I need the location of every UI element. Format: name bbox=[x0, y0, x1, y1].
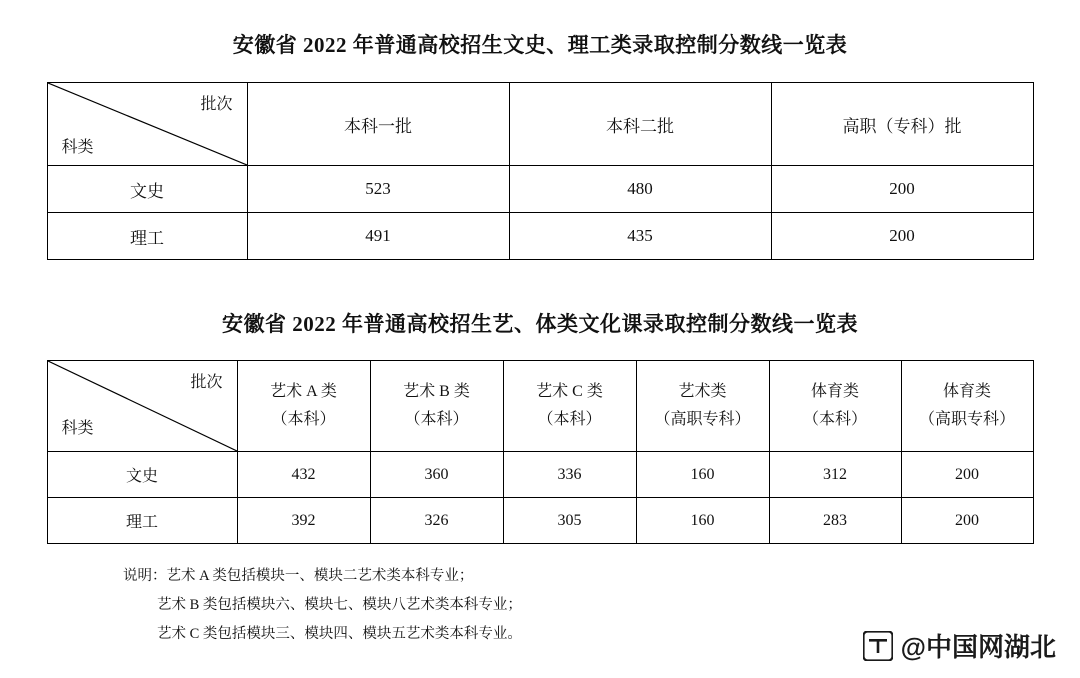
column-header bbox=[636, 361, 769, 452]
corner-label-batch: 批次 bbox=[190, 374, 223, 391]
column-header-line1: 艺术 A 类 bbox=[270, 383, 337, 400]
column-header: 本科一批 bbox=[247, 83, 509, 166]
table-cell: 160 bbox=[636, 452, 769, 498]
corner-label-batch: 批次 bbox=[200, 96, 233, 113]
column-header bbox=[769, 361, 901, 452]
column-header-line2: （本科） bbox=[404, 411, 469, 428]
column-header-line2: （高职专科） bbox=[654, 411, 751, 428]
column-header-line1: 体育类 bbox=[810, 383, 859, 400]
note-line: 说明：艺术 A 类包括模块一、模块二艺术类本科专业； bbox=[123, 568, 474, 584]
table-cell: 200 bbox=[771, 166, 1033, 213]
table-1-wrapper bbox=[0, 59, 1080, 260]
column-header bbox=[237, 361, 370, 452]
table-cell: 283 bbox=[769, 498, 901, 544]
table-cell: 523 bbox=[247, 166, 509, 213]
table-row bbox=[47, 361, 1033, 452]
note-line: 艺术 B 类包括模块六、模块七、模块八艺术类本科专业； bbox=[157, 597, 522, 613]
table-row bbox=[47, 213, 1033, 260]
column-header-line2: （本科） bbox=[271, 411, 336, 428]
table-cell: 326 bbox=[370, 498, 503, 544]
column-header: 高职（专科）批 bbox=[771, 83, 1033, 166]
table-corner-header bbox=[47, 361, 237, 452]
table-cell: 312 bbox=[769, 452, 901, 498]
table-cell: 392 bbox=[237, 498, 370, 544]
column-header bbox=[901, 361, 1033, 452]
column-header-line1: 艺术 B 类 bbox=[403, 383, 470, 400]
column-header-line2: （本科） bbox=[802, 411, 867, 428]
note-line: 艺术 C 类包括模块三、模块四、模块五艺术类本科专业。 bbox=[157, 626, 522, 642]
column-header bbox=[370, 361, 503, 452]
table-cell: 480 bbox=[509, 166, 771, 213]
row-header: 理工 bbox=[47, 213, 247, 260]
column-header-line1: 体育类 bbox=[942, 383, 991, 400]
document-page bbox=[0, 29, 1080, 678]
table-cell: 305 bbox=[503, 498, 636, 544]
table-cell: 360 bbox=[370, 452, 503, 498]
page-title-1: 安徽省 2022 年普通高校招生文史、理工类录取控制分数线一览表 bbox=[232, 33, 848, 57]
watermark bbox=[863, 627, 1056, 664]
table-row bbox=[47, 83, 1033, 166]
table-corner-header bbox=[47, 83, 247, 166]
row-header: 文史 bbox=[47, 452, 237, 498]
column-header-line1: 艺术 C 类 bbox=[536, 383, 603, 400]
column-header-line1: 艺术类 bbox=[678, 383, 727, 400]
row-header: 文史 bbox=[47, 166, 247, 213]
table-row bbox=[47, 166, 1033, 213]
corner-label-category: 科类 bbox=[61, 420, 94, 437]
score-table-liberal-science bbox=[47, 82, 1034, 260]
row-header: 理工 bbox=[47, 498, 237, 544]
watermark-text: @中国网湖北 bbox=[900, 632, 1056, 662]
table-cell: 491 bbox=[247, 213, 509, 260]
column-header-line2: （高职专科） bbox=[918, 411, 1015, 428]
table-cell: 336 bbox=[503, 452, 636, 498]
page-title-2: 安徽省 2022 年普通高校招生艺、体类文化课录取控制分数线一览表 bbox=[222, 312, 858, 336]
table-cell: 200 bbox=[771, 213, 1033, 260]
corner-label-category: 科类 bbox=[61, 139, 94, 156]
column-header bbox=[503, 361, 636, 452]
table-2-wrapper bbox=[0, 338, 1080, 544]
table-cell: 432 bbox=[237, 452, 370, 498]
toutiao-logo-icon bbox=[863, 631, 893, 661]
table-row bbox=[47, 498, 1033, 544]
table-cell: 200 bbox=[901, 452, 1033, 498]
score-table-art-sports bbox=[47, 360, 1034, 544]
column-header-line2: （本科） bbox=[537, 411, 602, 428]
table-cell: 160 bbox=[636, 498, 769, 544]
column-header: 本科二批 bbox=[509, 83, 771, 166]
table-row bbox=[47, 452, 1033, 498]
table-cell: 200 bbox=[901, 498, 1033, 544]
table-cell: 435 bbox=[509, 213, 771, 260]
